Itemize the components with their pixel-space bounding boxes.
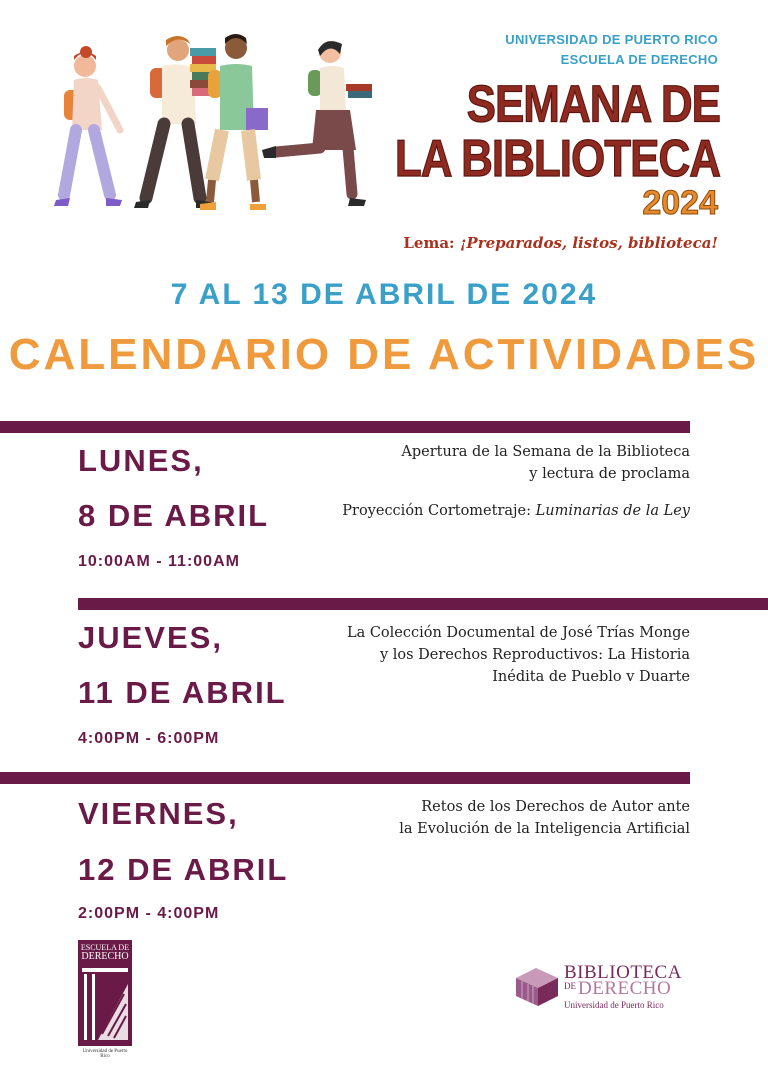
divider-bar	[0, 421, 690, 433]
event-1-activity-2-prefix: Proyección Cortometraje:	[342, 503, 536, 519]
logo-block	[78, 940, 132, 1046]
event-3-date: 12 DE ABRIL	[78, 852, 289, 887]
event-2-date: 11 DE ABRIL	[78, 675, 287, 710]
derecho-text: DERECHO	[578, 978, 672, 999]
students-illustration	[50, 30, 380, 215]
logo-caption: Universidad de Puerto Rico	[82, 1049, 128, 1059]
title-line-1: SEMANA DE	[466, 75, 720, 134]
school-name: ESCUELA DE DERECHO	[560, 52, 718, 67]
calendar-title: CALENDARIO DE ACTIVIDADES	[8, 330, 760, 379]
event-2-activity-line-2: y los Derechos Reproductivos: La Historia	[379, 647, 690, 663]
event-1-date: 8 DE ABRIL	[78, 498, 270, 533]
biblioteca-text: BIBLIOTECA	[564, 962, 682, 983]
event-3-day: VIERNES,	[78, 796, 239, 831]
title-line-2: LA BIBLIOTECA	[394, 129, 720, 188]
university-name: UNIVERSIDAD DE PUERTO RICO	[505, 32, 718, 47]
lema-text: ¡Preparados, listos, biblioteca!	[459, 234, 718, 252]
library-cube-icon	[512, 964, 562, 1008]
event-2-time: 4:00PM - 6:00PM	[78, 730, 220, 747]
event-1-activity-1-line-2: y lectura de proclama	[529, 466, 690, 482]
logo-text-line-2: DERECHO	[81, 951, 129, 962]
event-2-activity-line-1: La Colección Documental de José Trías Monge	[346, 625, 690, 641]
event-title	[394, 75, 720, 188]
header-institution	[505, 30, 718, 70]
logo-text-line-1: ESCUELA DE	[80, 943, 130, 952]
logo-text	[78, 940, 132, 961]
divider-bar	[0, 772, 690, 784]
event-1-activity-2	[342, 500, 690, 522]
event-1-time: 10:00AM - 11:00AM	[78, 553, 240, 570]
upr-text: Universidad de Puerto Rico	[564, 1000, 664, 1010]
event-1-activities	[342, 441, 690, 522]
building-icon	[78, 964, 132, 1046]
event-3-activity-line-2: la Evolución de la Inteligencia Artificial	[399, 821, 690, 837]
event-dates: 7 AL 13 DE ABRIL DE 2024	[170, 278, 598, 311]
event-year: 2024	[642, 184, 718, 222]
event-2-activity	[347, 622, 690, 688]
event-2-activity-line-3: Inédita de Pueblo v Duarte	[492, 669, 690, 685]
event-3-activity-line-1: Retos de los Derechos de Autor ante	[421, 799, 690, 815]
event-1-day: LUNES,	[78, 443, 204, 478]
escuela-derecho-logo	[78, 940, 132, 1058]
lema	[403, 234, 718, 252]
lema-label: Lema:	[403, 234, 455, 252]
event-1-activity-1-line-1: Apertura de la Semana de la Biblioteca	[401, 444, 690, 460]
event-1-activity-2-title: Luminarias de la Ley	[535, 503, 690, 519]
event-2-day: JUEVES,	[78, 620, 223, 655]
divider-bar	[78, 598, 768, 610]
students-icon	[50, 30, 380, 215]
biblioteca-derecho-logo	[512, 962, 702, 1012]
event-3-time: 2:00PM - 4:00PM	[78, 905, 220, 922]
event-3-activity	[399, 796, 690, 840]
de-text: DE	[564, 981, 576, 991]
